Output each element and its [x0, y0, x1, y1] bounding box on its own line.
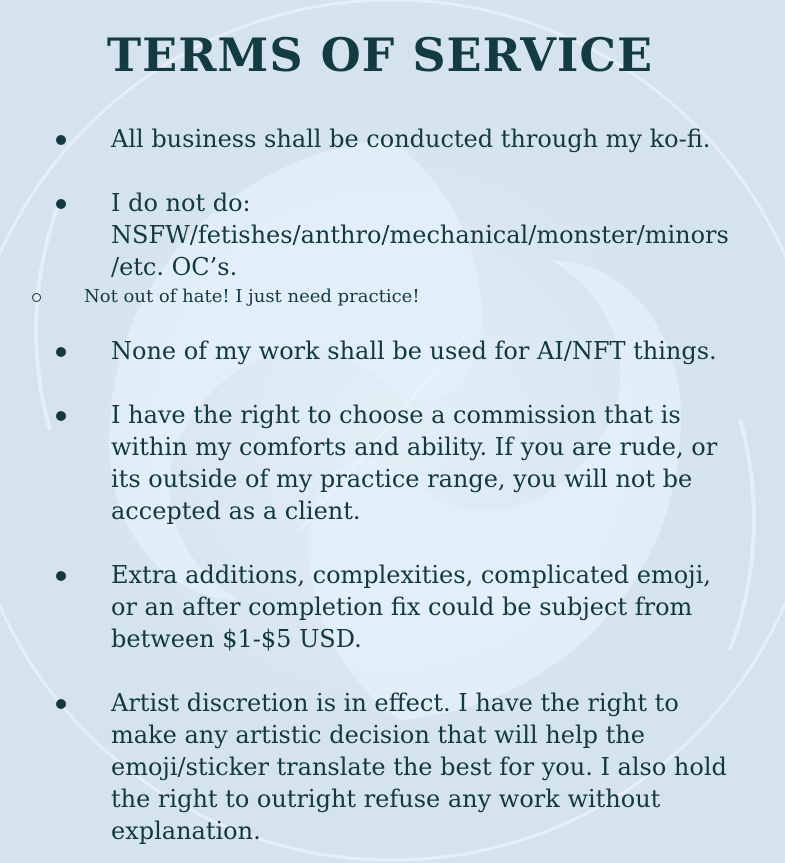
list-item	[111, 187, 741, 283]
bullet-icon	[56, 699, 66, 709]
term-text: None of my work shall be used for AI/NFT things.	[111, 337, 717, 365]
term-text: I have the right to choose a commission that is within my comforts and ability. If you are rude, or its outside of my practice range, you will not be accepted as a client.	[111, 401, 718, 525]
page-title: TERMS OF SERVICE	[106, 28, 654, 82]
term-text: Extra additions, complexities, complicated emoji, or an after completion fix could be subject from between $1-$5 USD.	[111, 561, 711, 653]
bullet-icon	[56, 411, 66, 421]
term-text: Artist discretion is in effect. I have the right to make any artistic decision that will help the emoji/sticker translate the best for you. I also hold the right to outright refuse any work without explanation.	[111, 689, 727, 845]
bullet-icon	[56, 135, 66, 145]
list-item	[111, 399, 741, 527]
list-item	[111, 335, 741, 367]
list-item	[111, 687, 741, 847]
bullet-icon	[56, 571, 66, 581]
list-item	[111, 559, 741, 655]
hollow-bullet-icon	[32, 293, 41, 302]
sub-list-item	[84, 285, 604, 309]
list-item	[111, 123, 741, 155]
term-text: I do not do: NSFW/fetishes/anthro/mechanical/monster/minors /etc. OC’s.	[111, 189, 729, 281]
term-text: All business shall be conducted through my ko-fi.	[111, 125, 711, 153]
sub-term-text: Not out of hate! I just need practice!	[84, 286, 420, 307]
bullet-icon	[56, 199, 66, 209]
bullet-icon	[56, 347, 66, 357]
